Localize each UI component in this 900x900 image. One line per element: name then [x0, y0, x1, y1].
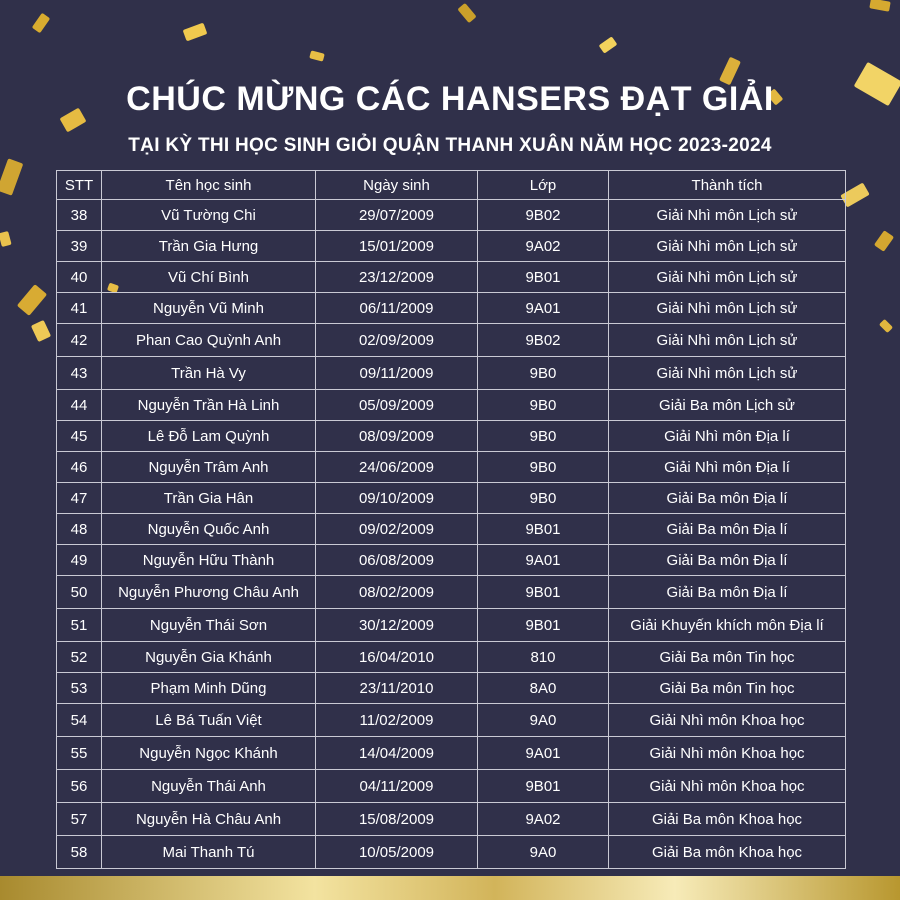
cell-stt: 55 — [57, 737, 102, 770]
column-header-class: Lớp — [478, 171, 609, 200]
cell-class: 9A0 — [478, 704, 609, 737]
cell-name: Nguyễn Quốc Anh — [102, 514, 316, 545]
table-row — [57, 357, 846, 390]
cell-name: Vũ Chí Bình — [102, 262, 316, 293]
table-row — [57, 262, 846, 293]
cell-name: Nguyễn Gia Khánh — [102, 642, 316, 673]
cell-dob: 16/04/2010 — [316, 642, 478, 673]
cell-stt: 46 — [57, 452, 102, 483]
confetti-decoration — [309, 50, 325, 61]
table-row — [57, 836, 846, 869]
cell-class: 9B01 — [478, 770, 609, 803]
table-row — [57, 293, 846, 324]
cell-dob: 15/08/2009 — [316, 803, 478, 836]
cell-award: Giải Ba môn Tin học — [609, 673, 846, 704]
cell-stt: 45 — [57, 421, 102, 452]
confetti-decoration — [874, 230, 894, 252]
confetti-decoration — [457, 3, 476, 23]
cell-dob: 04/11/2009 — [316, 770, 478, 803]
confetti-decoration — [879, 319, 893, 333]
cell-name: Nguyễn Phương Châu Anh — [102, 576, 316, 609]
cell-class: 9B0 — [478, 390, 609, 421]
cell-award: Giải Ba môn Địa lí — [609, 483, 846, 514]
cell-award: Giải Nhì môn Khoa học — [609, 704, 846, 737]
cell-class: 9B01 — [478, 514, 609, 545]
cell-award: Giải Ba môn Địa lí — [609, 514, 846, 545]
cell-stt: 58 — [57, 836, 102, 869]
confetti-decoration — [0, 158, 23, 195]
cell-class: 9A02 — [478, 231, 609, 262]
cell-stt: 53 — [57, 673, 102, 704]
table-row — [57, 576, 846, 609]
confetti-decoration — [0, 231, 12, 247]
cell-stt: 51 — [57, 609, 102, 642]
table-row — [57, 545, 846, 576]
cell-class: 9B01 — [478, 609, 609, 642]
cell-name: Nguyễn Trần Hà Linh — [102, 390, 316, 421]
gold-footer-bar — [0, 876, 900, 900]
cell-class: 8A0 — [478, 673, 609, 704]
table-row — [57, 514, 846, 545]
confetti-decoration — [32, 13, 51, 33]
cell-award: Giải Nhì môn Lịch sử — [609, 200, 846, 231]
cell-dob: 09/11/2009 — [316, 357, 478, 390]
table-row — [57, 452, 846, 483]
cell-stt: 49 — [57, 545, 102, 576]
cell-award: Giải Nhì môn Lịch sử — [609, 293, 846, 324]
column-header-award: Thành tích — [609, 171, 846, 200]
table-row — [57, 673, 846, 704]
cell-award: Giải Ba môn Tin học — [609, 642, 846, 673]
table-row — [57, 231, 846, 262]
cell-award: Giải Nhì môn Khoa học — [609, 737, 846, 770]
cell-stt: 56 — [57, 770, 102, 803]
cell-stt: 54 — [57, 704, 102, 737]
confetti-decoration — [31, 320, 51, 342]
cell-class: 9B01 — [478, 262, 609, 293]
cell-name: Phan Cao Quỳnh Anh — [102, 324, 316, 357]
cell-name: Nguyễn Trâm Anh — [102, 452, 316, 483]
cell-class: 9B02 — [478, 324, 609, 357]
cell-dob: 15/01/2009 — [316, 231, 478, 262]
cell-dob: 30/12/2009 — [316, 609, 478, 642]
cell-dob: 24/06/2009 — [316, 452, 478, 483]
cell-name: Nguyễn Hà Châu Anh — [102, 803, 316, 836]
cell-award: Giải Khuyến khích môn Địa lí — [609, 609, 846, 642]
cell-class: 9A01 — [478, 545, 609, 576]
cell-stt: 48 — [57, 514, 102, 545]
cell-name: Phạm Minh Dũng — [102, 673, 316, 704]
cell-class: 9B0 — [478, 452, 609, 483]
cell-award: Giải Ba môn Địa lí — [609, 576, 846, 609]
table-row — [57, 324, 846, 357]
table-row — [57, 390, 846, 421]
cell-stt: 47 — [57, 483, 102, 514]
confetti-decoration — [17, 284, 47, 316]
cell-name: Lê Đỗ Lam Quỳnh — [102, 421, 316, 452]
cell-name: Trần Gia Hưng — [102, 231, 316, 262]
table-row — [57, 200, 846, 231]
cell-dob: 08/09/2009 — [316, 421, 478, 452]
results-table — [56, 170, 846, 869]
cell-stt: 42 — [57, 324, 102, 357]
column-header-dob: Ngày sinh — [316, 171, 478, 200]
cell-stt: 50 — [57, 576, 102, 609]
cell-dob: 08/02/2009 — [316, 576, 478, 609]
cell-award: Giải Nhì môn Lịch sử — [609, 231, 846, 262]
cell-dob: 09/02/2009 — [316, 514, 478, 545]
cell-dob: 23/11/2010 — [316, 673, 478, 704]
cell-name: Nguyễn Vũ Minh — [102, 293, 316, 324]
cell-dob: 06/11/2009 — [316, 293, 478, 324]
cell-class: 9B01 — [478, 576, 609, 609]
cell-dob: 05/09/2009 — [316, 390, 478, 421]
table-header-row — [57, 171, 846, 200]
cell-class: 9B0 — [478, 421, 609, 452]
cell-dob: 02/09/2009 — [316, 324, 478, 357]
cell-dob: 14/04/2009 — [316, 737, 478, 770]
cell-award: Giải Ba môn Khoa học — [609, 803, 846, 836]
cell-class: 9B0 — [478, 483, 609, 514]
cell-class: 9B02 — [478, 200, 609, 231]
cell-award: Giải Nhì môn Lịch sử — [609, 324, 846, 357]
cell-award: Giải Nhì môn Khoa học — [609, 770, 846, 803]
cell-dob: 29/07/2009 — [316, 200, 478, 231]
cell-class: 9A02 — [478, 803, 609, 836]
cell-stt: 44 — [57, 390, 102, 421]
table-row — [57, 421, 846, 452]
confetti-decoration — [183, 23, 208, 42]
cell-dob: 06/08/2009 — [316, 545, 478, 576]
cell-award: Giải Nhì môn Địa lí — [609, 421, 846, 452]
column-header-name: Tên học sinh — [102, 171, 316, 200]
cell-dob: 23/12/2009 — [316, 262, 478, 293]
table-row — [57, 642, 846, 673]
table-row — [57, 704, 846, 737]
cell-award: Giải Nhì môn Lịch sử — [609, 262, 846, 293]
cell-stt: 52 — [57, 642, 102, 673]
cell-stt: 41 — [57, 293, 102, 324]
cell-award: Giải Ba môn Khoa học — [609, 836, 846, 869]
cell-class: 810 — [478, 642, 609, 673]
cell-name: Nguyễn Hữu Thành — [102, 545, 316, 576]
cell-award: Giải Nhì môn Địa lí — [609, 452, 846, 483]
cell-name: Trần Gia Hân — [102, 483, 316, 514]
cell-name: Lê Bá Tuấn Việt — [102, 704, 316, 737]
cell-stt: 39 — [57, 231, 102, 262]
page-subtitle: TẠI KỲ THI HỌC SINH GIỎI QUẬN THANH XUÂN NĂM HỌC 2023-2024 — [128, 135, 772, 156]
cell-stt: 57 — [57, 803, 102, 836]
cell-class: 9A01 — [478, 293, 609, 324]
cell-class: 9B0 — [478, 357, 609, 390]
cell-dob: 10/05/2009 — [316, 836, 478, 869]
table-row — [57, 609, 846, 642]
cell-dob: 09/10/2009 — [316, 483, 478, 514]
cell-name: Mai Thanh Tú — [102, 836, 316, 869]
cell-name: Nguyễn Thái Sơn — [102, 609, 316, 642]
column-header-stt: STT — [57, 171, 102, 200]
confetti-decoration — [599, 36, 618, 53]
cell-class: 9A01 — [478, 737, 609, 770]
table-row — [57, 737, 846, 770]
cell-name: Trần Hà Vy — [102, 357, 316, 390]
cell-class: 9A0 — [478, 836, 609, 869]
page-title: CHÚC MỪNG CÁC HANSERS ĐẠT GIẢI — [126, 80, 774, 118]
table-row — [57, 483, 846, 514]
table-row — [57, 770, 846, 803]
cell-name: Nguyễn Thái Anh — [102, 770, 316, 803]
cell-name: Vũ Tường Chi — [102, 200, 316, 231]
cell-name: Nguyễn Ngọc Khánh — [102, 737, 316, 770]
cell-stt: 38 — [57, 200, 102, 231]
cell-stt: 40 — [57, 262, 102, 293]
table-row — [57, 803, 846, 836]
cell-award: Giải Nhì môn Lịch sử — [609, 357, 846, 390]
cell-stt: 43 — [57, 357, 102, 390]
cell-award: Giải Ba môn Địa lí — [609, 545, 846, 576]
cell-dob: 11/02/2009 — [316, 704, 478, 737]
cell-award: Giải Ba môn Lịch sử — [609, 390, 846, 421]
confetti-decoration — [869, 0, 890, 12]
